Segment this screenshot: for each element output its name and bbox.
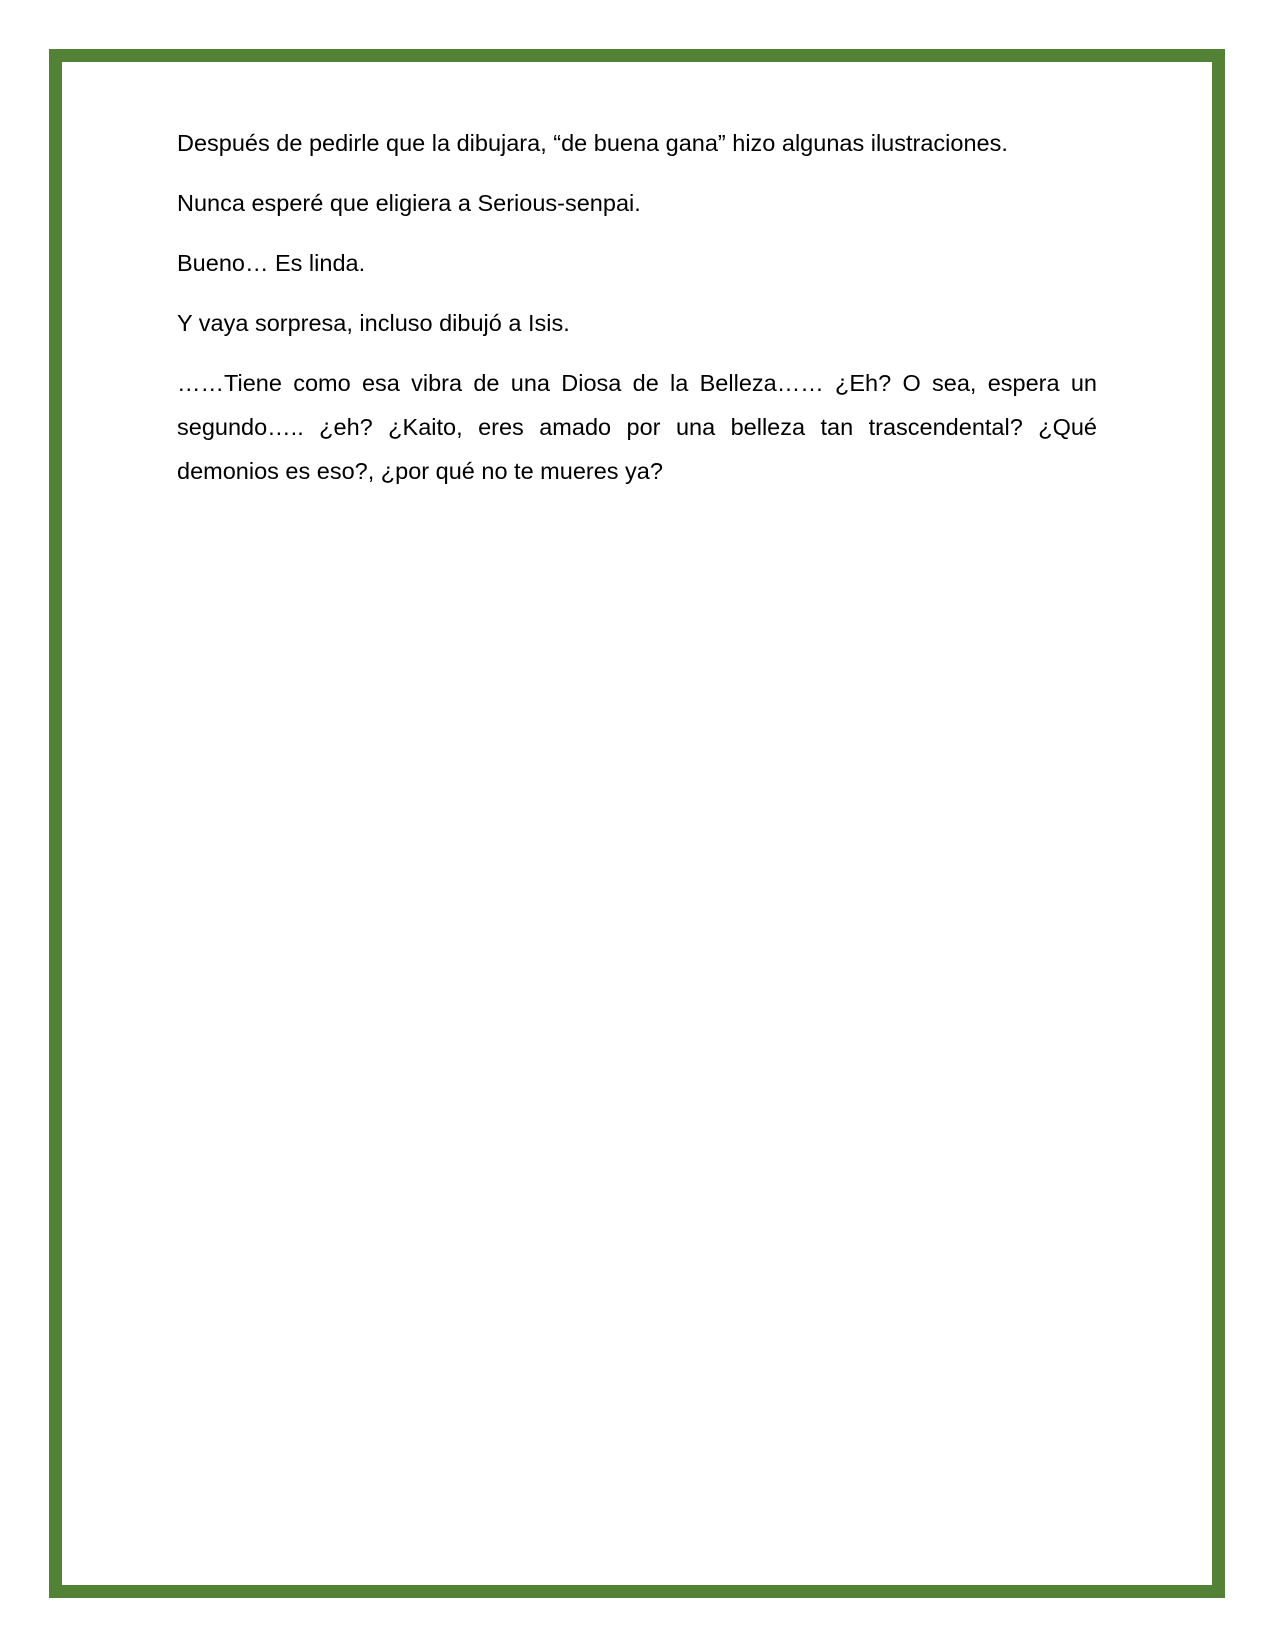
paragraph: Y vaya sorpresa, incluso dibujó a Isis. [177,310,570,336]
document-body [177,121,1097,509]
paragraph: Después de pedirle que la dibujara, “de buena gana” hizo algunas ilustraciones. [177,130,1008,156]
paragraph: ……Tiene como esa vibra de una Diosa de la Belleza…… ¿Eh? O sea, espera un segundo….. ¿eh? ¿Kaito, eres amado por una belleza tan trascendental? ¿Qué demonios es eso?, ¿por qué no te mueres ya? [177,370,1097,484]
paragraph: Nunca esperé que eligiera a Serious-senpai. [177,190,641,216]
paragraph: Bueno… Es linda. [177,250,366,276]
